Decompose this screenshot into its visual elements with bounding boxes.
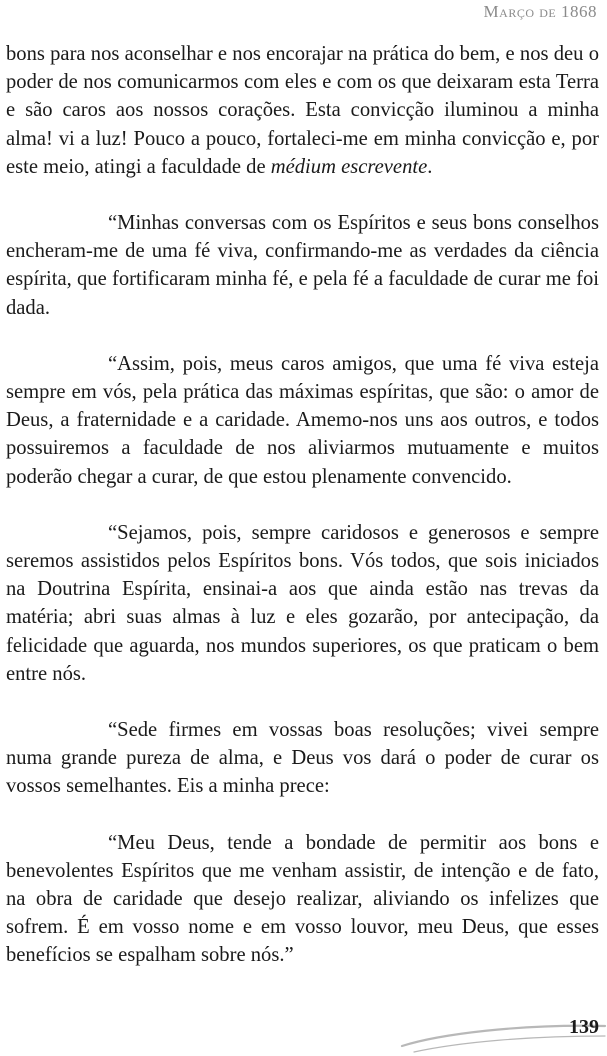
page-number: 139 <box>569 1016 599 1038</box>
paragraph: “Meu Deus, tende a bondade de permitir aos bons e benevolentes Espíritos que me venham assistir, de intenção e de fato, na obra de caridade que desejo realizar, aliviando os infelizes que sofrem. É em vosso nome e em vosso louvor, meu Deus, que esses benefícios se espalham sobre nós.” <box>6 831 599 967</box>
paragraph: “Sejamos, pois, sempre caridosos e generosos e sempre seremos assistidos pelos Espíritos bons. Vós todos, que sois iniciados na Doutrina Espírita, ensinai-a aos que ainda estão nas trevas da matéria; abri suas almas à luz e eles gozarão, por antecipação, da felicidade que aguarda, nos mundos superiores, os que praticam o bem entre nós. <box>6 521 599 685</box>
emphasized-term: médium escrevente <box>270 155 428 178</box>
paragraph: “Minhas conversas com os Espíritos e seus bons conselhos encheram-me de uma fé viva, confirmando-me as verdades da ciência espírita, que fortificaram minha fé, e pela fé a faculdade de curar me foi dada. <box>6 212 599 319</box>
page-body <box>6 40 599 998</box>
paragraph-text-end: . <box>427 155 433 178</box>
paragraph-text: bons para nos aconselhar e nos encorajar na prática do bem, e nos deu o poder de nos comunicarmos com eles e com os que deixaram esta Terra e são caros aos nossos corações. Esta convicção iluminou a minha alma! vi a luz! Pouco a pouco, fortaleci-me em minha convicção e, por este meio, atingi a faculdade de <box>6 43 599 178</box>
paragraph: “Assim, pois, meus caros amigos, que uma fé viva esteja sempre em vós, pela prática das máximas espíritas, que são: o amor de Deus, a fraternidade e a caridade. Amemo-nos uns aos outros, e todos possuiremos a faculdade de nos aliviarmos mutuamente e muitos poderão chegar a curar, de que estou plenamente convencido. <box>6 352 599 488</box>
paragraph-continuation <box>6 40 599 181</box>
paragraph: “Sede firmes em vossas boas resoluções; vivei sempre numa grande pureza de alma, e Deus vos dará o poder de curar os vossos semelhantes. Eis a minha prece: <box>6 719 599 798</box>
running-head: Março de 1868 <box>483 2 597 21</box>
